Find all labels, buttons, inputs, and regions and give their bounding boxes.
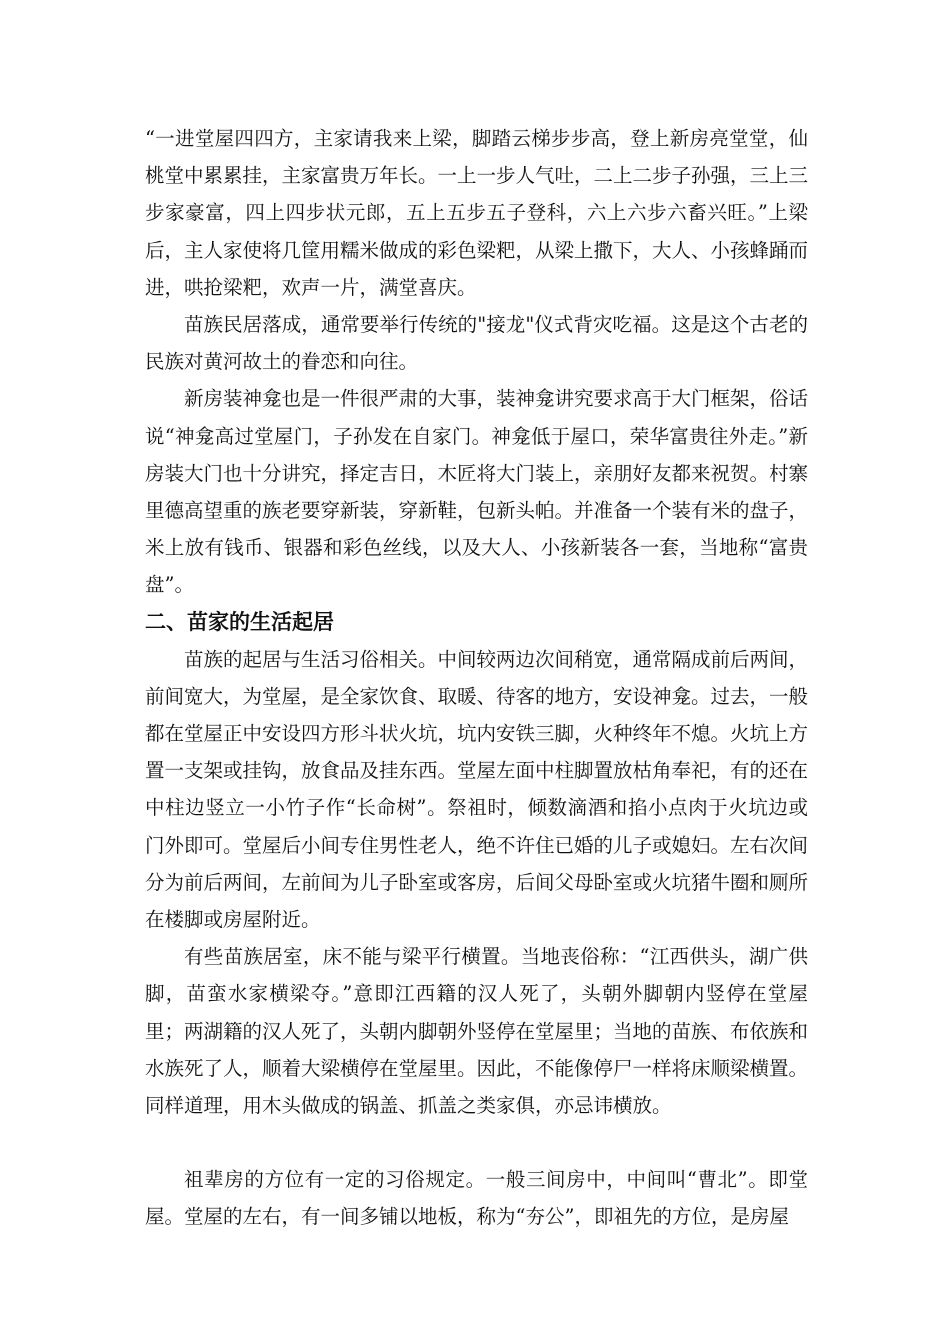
paragraph-living: 苗族的起居与生活习俗相关。中间较两边次间稍宽，通常隔成前后两间，前间宽大，为堂屋，是全家饮食、取暖、待客的地方，安设神龛。过去，一般都在堂屋正中安设四方形斗状火坑，坑内安铁三脚，火种终年不熄。火坑上方置一支架或挂钩，放食品及挂东西。堂屋左面中柱脚置放枯角奉祀，有的还在中柱边竖立一小竹子作“长命树”。祭祖时，倾数滴酒和掐小点肉于火坑边或门外即可。堂屋后小间专住男性老人，绝不许住已婚的儿子或媳妇。左右次间分为前后两间，左前间为儿子卧室或客房，后间父母卧室或火坑猪牛圈和厕所在楼脚或房屋附近。: [145, 647, 809, 932]
document-body: [145, 120, 808, 1236]
paragraph-jielong: 苗族民居落成，通常要举行传统的"接龙"仪式背灾吃福。这是这个古老的民族对黄河故土的眷恋和向往。: [145, 313, 808, 374]
section-heading: 二、苗家的生活起居: [145, 609, 334, 634]
paragraph-liang-song: “一进堂屋四四方，主家请我来上梁，脚踏云梯步步高，登上新房亮堂堂，仙桃堂中累累挂，主家富贵万年长。一上一步人气吐，二上二步子孙强，三上三步家豪富，四上四步状元郎，五上五步五子登科，六上六步六畜兴旺。”上梁后，主人家使将几筐用糯米做成的彩色梁粑，从梁上撒下，大人、小孩蜂踊而进，哄抢梁粑，欢声一片，满堂喜庆。: [145, 127, 809, 299]
blank-line: [145, 1124, 808, 1161]
paragraph-bed-custom: 有些苗族居室，床不能与梁平行横置。当地丧俗称：“江西供头，湖广供脚，苗蛮水家横梁夺。”意即江西籍的汉人死了，头朝外脚朝内竖停在堂屋里；两湖籍的汉人死了，头朝内脚朝外竖停在堂屋里；当地的苗族、布依族和水族死了人，顺着大梁横停在堂屋里。因此，不能像停尸一样将床顺梁横置。同样道理，用木头做成的锅盖、抓盖之类家俱，亦忌讳横放。: [145, 945, 809, 1118]
paragraph-ancestor-room: 祖辈房的方位有一定的习俗规定。一般三间房中，中间叫“曹北”。即堂屋。堂屋的左右，有一间多铺以地板，称为“夯公”，即祖先的方位，是房屋: [145, 1168, 808, 1229]
paragraph-shrine: 新房装神龛也是一件很严肃的大事，装神龛讲究要求高于大门框架，俗话说“神龛高过堂屋门，子孙发在自家门。神龛低于屋口，荣华富贵往外走。”新房装大门也十分讲究，择定吉日，木匠将大门装上，亲朋好友都来祝贺。村寨里德高望重的族老要穿新装，穿新鞋，包新头帕。并准备一个装有米的盘子，米上放有钱币、银器和彩色丝线，以及大人、小孩新装各一套，当地称“富贵盘”。: [145, 387, 809, 597]
